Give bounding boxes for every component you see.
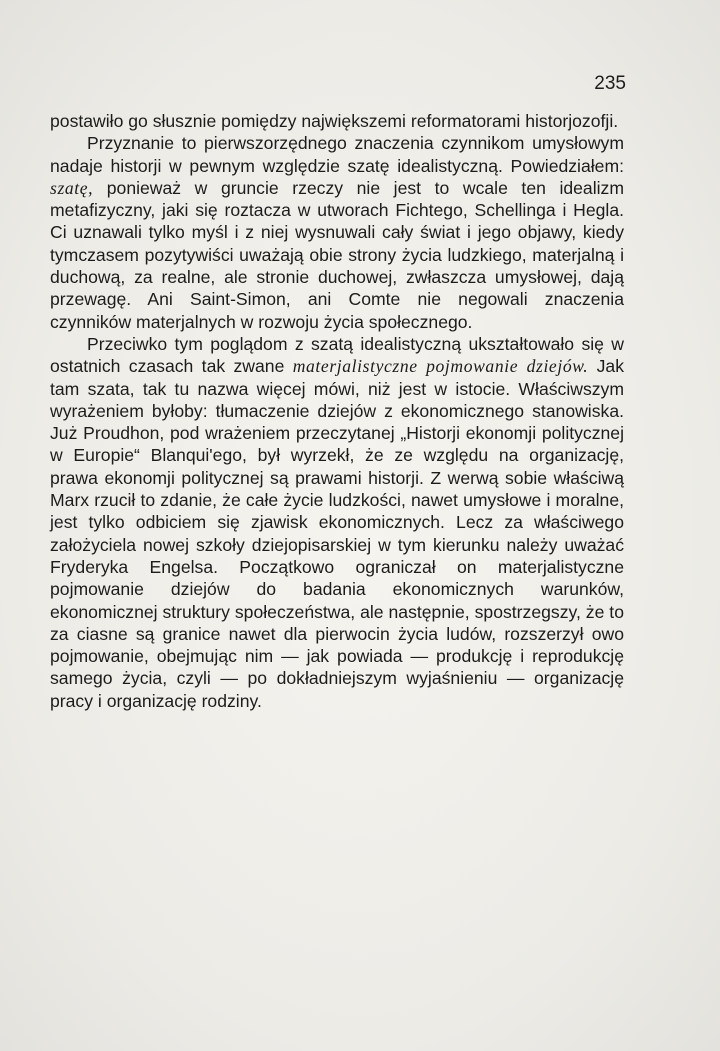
emphasized-term: szatę, [50, 177, 94, 198]
emphasized-term: materjalistyczne pojmowanie dziejów. [292, 356, 589, 377]
body-text [50, 110, 624, 712]
text-run: Przeciwko tym poglądom z szatą idealistyczną ukształtowało się w ostatnich czasach tak zwane [50, 333, 624, 377]
paragraph-materialism [50, 333, 624, 712]
paragraph-idealism [50, 132, 624, 333]
text-run: ponieważ w gruncie rzeczy nie jest to wcale ten idealizm metafizyczny, jaki się roztacza w utworach Fichtego, Schellinga i Hegla. Ci uznawali tylko myśl i z niej wysnuwali cały świat i jego objawy, kiedy tymczasem pozytywiści uważają obie strony życia ludzkiego, materjalną i duchową, za realne, ale stronie duchowej, zwłaszcza umysłowej, dają przewagę. Ani Saint-Simon, ani Comte nie negowali znaczenia czynników materjalnych w rozwoju życia społecznego. [50, 177, 624, 332]
text-run: postawiło go słusznie pomiędzy największemi reformatorami historjozofji. [50, 111, 619, 131]
text-run: Jak tam szata, tak tu nazwa więcej mówi, niż jest w istocie. Właściwszym wyrażeniem byłoby: tłumaczenie dziejów z ekonomicznego stanowiska. Już Proudhon, pod wrażeniem przeczytanej „Historji ekonomji politycznej w Europie“ Blanqui'ego, był wyrzekł, że ze względu na organizację, prawa ekonomji politycznej są prawami historji. Z werwą sobie właściwą Marx rzucił to zdanie, że całe życie ludzkości, nawet umysłowe i moralne, jest tylko odbiciem się zjawisk ekonomicznych. Lecz za właściwego założyciela nowej szkoły dziejopisarskiej w tym kierunku należy uważać Fryderyka Engelsa. Początkowo ograniczał on materjalistyczne pojmowanie dziejów do badania ekonomicznych warunków, ekonomicznej struktury społeczeństwa, ale następnie, spostrzegszy, że to za ciasne są granice nawet dla pierwocin życia ludów, rozszerzył owo pojmowanie, obejmując nim — jak powiada — produkcję i reprodukcję samego życia, czyli — po dokładniejszym wyjaśnieniu — organizację pracy i organizację rodziny. [50, 356, 624, 711]
text-run: Przyznanie to pierwszorzędnego znaczenia czynnikom umysłowym nadaje historji w pewnym względzie szatę idealistyczną. Powiedziałem: [50, 133, 624, 176]
page-number: 235 [594, 73, 626, 94]
paragraph-continued [50, 110, 624, 132]
